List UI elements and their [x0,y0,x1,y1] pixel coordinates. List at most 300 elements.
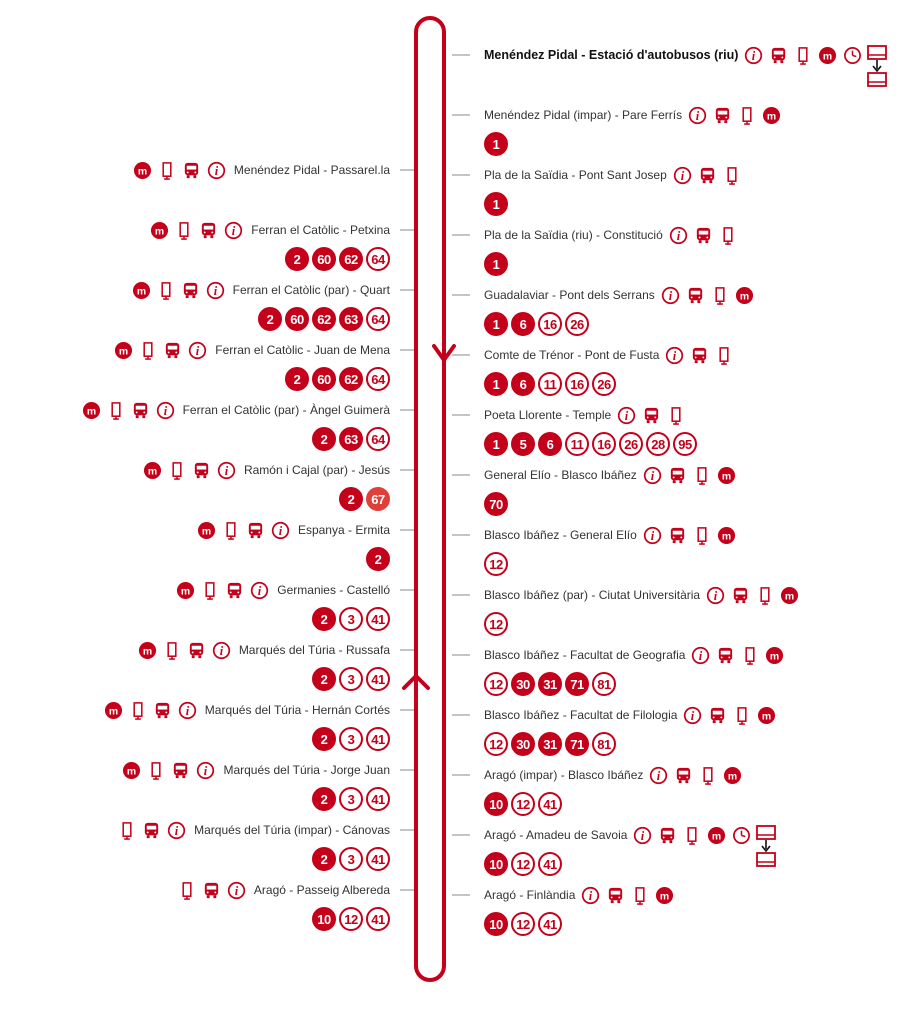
line-badges [312,847,390,873]
stop-row[interactable] [114,340,390,360]
line-badges [484,852,562,878]
line-badge[interactable]: 11 [565,432,589,456]
stop-row[interactable] [484,585,799,605]
bus-stop-pole-icon [150,761,162,780]
svg-text:m: m [137,165,148,177]
bus-stop-pole-icon [726,166,738,185]
bus-icon [668,526,687,545]
bus-icon [769,46,788,65]
line-badge[interactable]: 64 [366,307,390,331]
line-badge[interactable]: 12 [511,852,535,876]
line-badges [484,432,704,458]
line-badge[interactable]: 3 [339,847,363,871]
line-badge[interactable]: 16 [592,432,616,456]
line-badge[interactable]: 1 [484,252,508,276]
svg-text:i: i [278,523,283,538]
metro-icon [818,46,837,65]
stop-icons [661,286,754,305]
stop-icons [82,401,175,420]
metro-icon [765,646,784,665]
line-badge[interactable]: 60 [312,247,336,271]
bus-icon [716,646,735,665]
stop-icons [132,281,225,300]
stop-name: Espanya - Ermita [297,523,390,537]
svg-text:i: i [752,48,756,63]
svg-text:i: i [204,763,208,778]
line-badge[interactable]: 30 [511,732,535,756]
svg-text:i: i [657,768,661,783]
svg-text:i: i [699,648,703,663]
svg-text:m: m [201,525,212,537]
info-icon [217,461,236,480]
bus-stop-pole-icon [759,586,771,605]
line-badges [484,672,616,698]
line-badges [312,727,390,753]
line-badge[interactable]: 62 [312,307,336,331]
line-badge[interactable]: 2 [285,367,309,391]
svg-text:m: m [136,285,146,297]
info-icon [661,286,680,305]
stop-row[interactable] [178,880,390,900]
info-icon [688,106,707,125]
line-badge[interactable]: 60 [285,307,309,331]
stop-name: Ferran el Catòlic - Petxina [251,223,390,237]
line-badge[interactable]: 1 [484,372,508,396]
info-icon [744,46,763,65]
stop-name: Pla de la Saïdia - Pont Sant Josep [484,168,667,182]
line-badge[interactable]: 10 [484,792,508,816]
stop-name: Ramón i Cajal (par) - Jesús [243,463,390,477]
stop-row[interactable] [484,465,736,485]
svg-text:i: i [213,283,217,298]
info-icon [706,586,725,605]
info-icon [188,341,207,360]
line-badges [484,732,616,758]
line-badge[interactable]: 63 [339,427,363,451]
bus-icon [192,461,211,480]
bus-stop-pole-icon [741,106,753,125]
svg-text:m: m [762,710,772,722]
line-badge[interactable]: 41 [366,607,390,631]
bus-stop-pole-icon [160,281,172,300]
stop-name: General Elío - Blasco Ibáñez [484,468,637,482]
bus-transfer-icon [755,825,777,869]
bus-icon [171,761,190,780]
info-icon [227,881,246,900]
line-badge[interactable]: 2 [312,667,336,691]
info-icon [643,526,662,545]
svg-text:m: m [766,110,777,122]
stop-icons [643,466,736,485]
bus-stop-pole-icon [670,406,682,425]
stop-name: Marqués del Túria - Jorge Juan [223,763,390,777]
bus-stop-pole-icon [714,286,726,305]
line-badge[interactable]: 10 [484,852,508,876]
stop-icons [633,826,751,845]
line-badge[interactable]: 41 [366,727,390,751]
line-badge[interactable]: 2 [312,727,336,751]
info-icon [196,761,215,780]
svg-text:i: i [589,888,593,903]
stop-icons [669,226,737,245]
svg-text:i: i [650,468,654,483]
svg-text:i: i [174,823,179,838]
line-badge[interactable]: 16 [565,372,589,396]
bus-stop-pole-icon [634,886,646,905]
bus-stop-pole-icon [718,346,730,365]
bus-stop-pole-icon [225,521,237,540]
line-badge[interactable]: 63 [339,307,363,331]
metro-icon [762,106,781,125]
bus-icon [142,821,161,840]
metro-icon [735,286,754,305]
line-badges [285,367,390,393]
info-icon [271,521,290,540]
line-badge[interactable]: 60 [312,367,336,391]
stop-icons [143,461,236,480]
line-badge[interactable]: 1 [484,432,508,456]
line-badge[interactable]: 2 [312,847,336,871]
svg-text:i: i [163,403,167,418]
metro-icon [132,281,151,300]
line-badge[interactable]: 41 [538,912,562,936]
bus-icon [658,826,677,845]
stop-icons [688,106,781,125]
stop-name: Ferran el Catòlic - Juan de Mena [215,343,390,357]
stop-name: Ferran el Catòlic (par) - Àngel Guimerà [182,403,390,417]
line-badges [312,607,390,633]
line-badge[interactable]: 2 [285,247,309,271]
bus-icon [674,766,693,785]
stop-row[interactable] [176,580,390,600]
bus-stop-pole-icon [696,526,708,545]
metro-icon [176,581,195,600]
line-badge[interactable]: 11 [538,372,562,396]
stop-row[interactable] [484,885,674,905]
bus-stop-pole-icon [166,641,178,660]
stop-icons [673,166,741,185]
stop-name: Guadalaviar - Pont dels Serrans [484,288,655,302]
stop-name: Marqués del Túria - Hernán Cortés [204,703,390,717]
bus-stop-pole-icon [181,881,193,900]
info-icon [665,346,684,365]
bus-stop-pole-icon [736,706,748,725]
stop-name: Blasco Ibáñez - Facultat de Geografia [484,648,686,662]
stop-name: Marqués del Túria - Russafa [238,643,390,657]
line-badge[interactable]: 3 [339,607,363,631]
line-badge[interactable]: 71 [565,732,589,756]
line-badge[interactable]: 62 [339,247,363,271]
info-icon [649,766,668,785]
bus-icon [606,886,625,905]
stop-row[interactable] [150,220,390,240]
line-badges [484,192,508,218]
line-badge[interactable]: 3 [339,787,363,811]
stop-row[interactable] [82,400,390,420]
stop-name: Aragó - Amadeu de Savoia [484,828,628,842]
bus-stop-pole-icon [178,221,190,240]
bus-stop-pole-icon [702,766,714,785]
svg-text:m: m [721,470,731,482]
line-badge[interactable]: 2 [366,547,390,571]
line-badge[interactable]: 6 [511,372,535,396]
line-badge[interactable]: 12 [511,912,535,936]
bus-icon [181,281,200,300]
stop-row[interactable] [484,225,737,245]
svg-text:m: m [86,405,96,417]
metro-icon [197,521,216,540]
stop-row[interactable] [118,820,390,840]
line-badge[interactable]: 41 [366,787,390,811]
stop-icons [706,586,799,605]
bus-stop-pole-icon [204,581,216,600]
svg-text:i: i [680,168,685,183]
bus-icon [182,161,201,180]
stop-row[interactable] [484,825,777,845]
stop-name: Comte de Trénor - Pont de Fusta [484,348,660,362]
line-badge[interactable]: 95 [673,432,697,456]
bus-icon [131,401,150,420]
svg-text:i: i [185,703,190,718]
line-badge[interactable]: 16 [538,312,562,336]
bus-stop-pole-icon [110,401,122,420]
bus-stop-pole-icon [722,226,734,245]
stop-row[interactable] [197,520,390,540]
line-badge[interactable]: 1 [484,312,508,336]
stop-name: Aragó (impar) - Blasco Ibáñez [484,768,644,782]
metro-icon [780,586,799,605]
svg-text:m: m [770,650,780,662]
line-badge[interactable]: 2 [312,607,336,631]
svg-text:m: m [127,765,137,777]
line-badge[interactable]: 12 [339,907,363,931]
bus-icon [686,286,705,305]
line-badge[interactable]: 5 [511,432,535,456]
metro-icon [114,341,133,360]
line-badge[interactable]: 26 [619,432,643,456]
line-badge[interactable]: 2 [312,787,336,811]
stop-row[interactable] [484,165,741,185]
info-icon [224,221,243,240]
stop-icons [122,761,215,780]
line-badge[interactable]: 41 [366,667,390,691]
stop-name: Aragó - Passeig Albereda [253,883,390,897]
info-icon [207,161,226,180]
metro-icon [82,401,101,420]
stop-row[interactable] [133,160,390,180]
bus-stop-pole-icon [132,701,144,720]
stop-icons [643,526,736,545]
line-badge[interactable]: 12 [484,672,508,696]
svg-text:i: i [650,528,654,543]
svg-text:m: m [142,645,152,657]
info-icon [206,281,225,300]
bus-icon [202,881,221,900]
line-badge[interactable]: 2 [339,487,363,511]
stop-row[interactable] [122,760,390,780]
line-badge[interactable]: 31 [538,732,562,756]
svg-text:m: m [660,890,670,902]
line-badge[interactable]: 41 [538,792,562,816]
stop-row[interactable] [484,705,776,725]
bus-stop-pole-icon [686,826,698,845]
line-badges [484,132,508,158]
stop-row[interactable] [143,460,390,480]
line-badge[interactable]: 12 [484,732,508,756]
stop-row[interactable] [484,285,754,305]
stop-row[interactable] [484,525,736,545]
line-badge[interactable]: 6 [511,312,535,336]
line-badges [312,907,390,933]
stop-name: Blasco Ibáñez (par) - Ciutat Universitària [484,588,701,602]
line-badge[interactable]: 30 [511,672,535,696]
line-badges [484,372,616,398]
line-badges [484,312,589,338]
stop-icons [744,46,862,65]
line-badge[interactable]: 10 [312,907,336,931]
svg-text:i: i [224,463,229,478]
stop-icons [114,341,207,360]
bus-stop-pole-icon [744,646,756,665]
stop-name: Poeta Llorente - Temple [484,408,612,422]
stop-icons [176,581,269,600]
svg-text:m: m [784,590,795,602]
stop-icons [691,646,784,665]
info-icon [156,401,175,420]
metro-icon [707,826,726,845]
line-badge[interactable]: 3 [339,667,363,691]
info-icon [617,406,636,425]
stop-row[interactable] [484,645,784,665]
line-badges [312,667,390,693]
svg-text:i: i [713,588,718,603]
line-badge[interactable]: 64 [366,247,390,271]
line-badge[interactable]: 41 [366,907,390,931]
info-icon [691,646,710,665]
line-badge[interactable]: 81 [592,672,616,696]
bus-stop-pole-icon [797,46,809,65]
bus-icon [163,341,182,360]
bus-icon [187,641,206,660]
info-icon [212,641,231,660]
line-badge[interactable]: 81 [592,732,616,756]
svg-text:i: i [234,883,239,898]
bus-stop-pole-icon [171,461,183,480]
line-badge[interactable]: 67 [366,487,390,511]
info-icon [581,886,600,905]
line-badge[interactable]: 3 [339,727,363,751]
stop-row[interactable] [138,640,390,660]
line-badge[interactable]: 12 [484,552,508,576]
line-badge[interactable]: 64 [366,367,390,391]
info-icon [643,466,662,485]
line-badge[interactable]: 28 [646,432,670,456]
line-badge[interactable]: 31 [538,672,562,696]
info-icon [669,226,688,245]
svg-text:m: m [739,290,749,302]
stop-icons [133,161,226,180]
line-badge[interactable]: 70 [484,492,508,516]
stop-name: Aragó - Finlàndia [484,888,576,902]
line-badge[interactable]: 6 [538,432,562,456]
metro-icon [757,706,776,725]
line-badge[interactable]: 2 [312,427,336,451]
line-badge[interactable]: 2 [258,307,282,331]
stop-icons [197,521,290,540]
line-badge[interactable]: 12 [511,792,535,816]
stop-row[interactable] [484,345,733,365]
metro-icon [723,766,742,785]
stop-name: Ferran el Catòlic (par) - Quart [232,283,390,297]
svg-text:i: i [676,228,680,243]
stop-row[interactable] [484,105,781,125]
stop-row[interactable] [484,765,742,785]
bus-stop-pole-icon [696,466,708,485]
stop-row[interactable] [104,700,390,720]
clock-icon [732,826,751,845]
metro-icon [655,886,674,905]
line-badge[interactable]: 1 [484,132,508,156]
info-icon [178,701,197,720]
stop-icons [665,346,733,365]
clock-icon [843,46,862,65]
line-badges [484,912,562,938]
svg-text:i: i [695,108,700,123]
metro-icon [717,526,736,545]
stop-name: Marqués del Túria (impar) - Cánovas [194,823,390,837]
bus-icon [731,586,750,605]
stop-name: Menéndez Pidal (impar) - Pare Ferrís [484,108,683,122]
stop-row[interactable] [132,280,390,300]
line-badge[interactable]: 12 [484,612,508,636]
line-badge[interactable]: 26 [592,372,616,396]
bus-stop-pole-icon [121,821,133,840]
svg-text:i: i [641,828,645,843]
line-badges [366,547,390,573]
line-badge[interactable]: 71 [565,672,589,696]
bus-stop-pole-icon [142,341,154,360]
stop-icons [118,821,186,840]
line-badge[interactable]: 41 [538,852,562,876]
stop-icons [581,886,674,905]
line-badge[interactable]: 41 [366,847,390,871]
info-icon [633,826,652,845]
line-badge[interactable]: 62 [339,367,363,391]
stop-icons [138,641,231,660]
bus-icon [642,406,661,425]
stop-icons [683,706,776,725]
line-badge[interactable]: 1 [484,192,508,216]
line-badges [484,552,508,578]
stop-row[interactable] [484,405,685,425]
svg-text:m: m [823,50,833,62]
line-badges [484,492,508,518]
info-icon [250,581,269,600]
line-badges [484,252,508,278]
line-badge[interactable]: 10 [484,912,508,936]
metro-icon [143,461,162,480]
stop-name: Germanies - Castelló [277,583,390,597]
metro-icon [138,641,157,660]
metro-icon [133,161,152,180]
line-badge[interactable]: 26 [565,312,589,336]
stop-row[interactable] [484,45,888,65]
bus-icon [690,346,709,365]
line-badge[interactable]: 64 [366,427,390,451]
metro-icon [150,221,169,240]
svg-text:m: m [712,830,722,842]
stop-name: Menéndez Pidal - Passarel.la [233,163,390,177]
